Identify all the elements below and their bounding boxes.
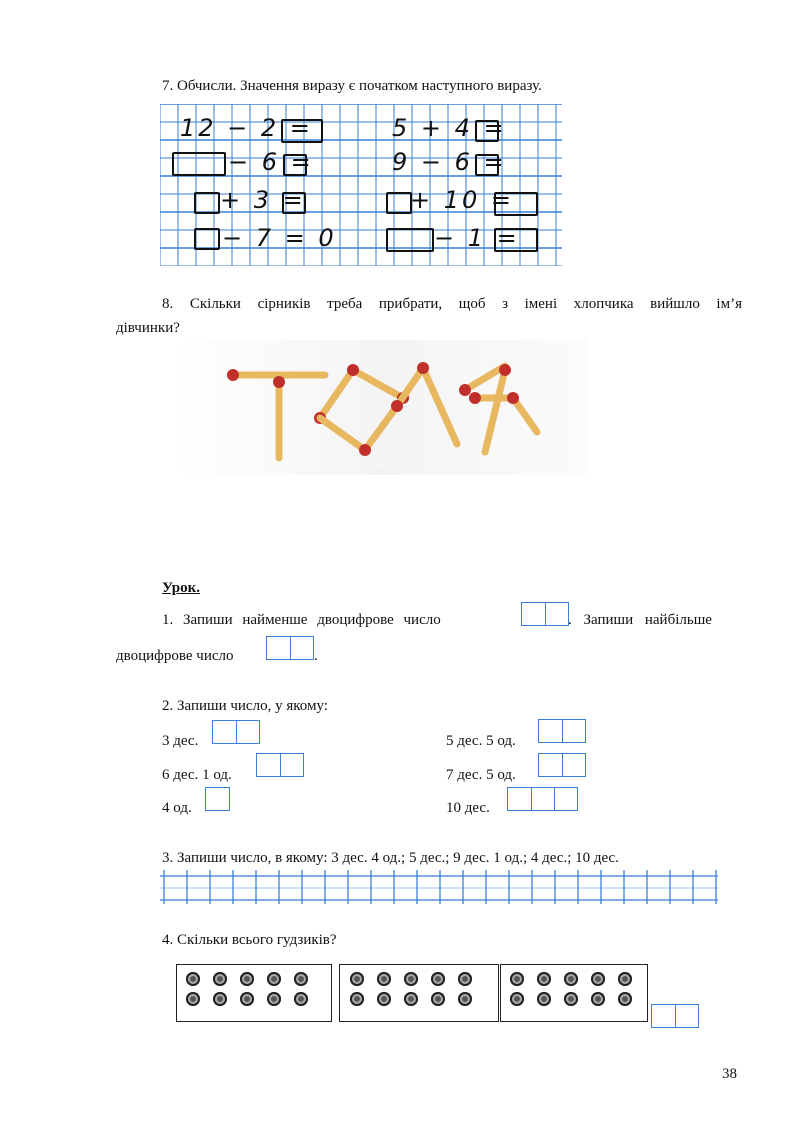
lesson-heading: Урок. — [162, 580, 201, 596]
button-icon — [350, 972, 364, 986]
button-icon — [186, 972, 200, 986]
button-icon — [377, 992, 391, 1006]
button-icon — [350, 992, 364, 1006]
button-icon — [618, 972, 632, 986]
task2-item-left-2: 6 дес. 1 од. — [162, 767, 232, 783]
button-icon — [618, 992, 632, 1006]
answer-boxes-3[interactable] — [507, 787, 578, 811]
button-icon — [267, 992, 281, 1006]
task7-right-expr-3: + 10 = — [410, 186, 515, 214]
task2-item-right-1: 5 дес. 5 од. — [446, 733, 516, 749]
button-icon — [404, 972, 418, 986]
task3-title: 3. Запиши число, в якому: 3 дес. 4 од.; 5 дес.; 9 дес. 1 од.; 4 дес.; 10 дес. — [162, 850, 619, 866]
match-head — [469, 392, 481, 404]
button-icon — [294, 992, 308, 1006]
button-icon — [186, 992, 200, 1006]
button-icon — [591, 972, 605, 986]
task2-item-right-2: 7 дес. 5 од. — [446, 767, 516, 783]
answer-boxes-1[interactable] — [205, 787, 230, 811]
task7-answer-box[interactable] — [386, 192, 412, 214]
button-icon — [564, 992, 578, 1006]
answer-boxes-2[interactable] — [538, 719, 586, 743]
button-icon — [537, 972, 551, 986]
answer-boxes-2[interactable] — [651, 1004, 699, 1028]
match-head — [227, 369, 239, 381]
task7-answer-box[interactable] — [281, 119, 323, 143]
button-icon — [213, 972, 227, 986]
task8-title-line2: дівчинки? — [116, 320, 180, 336]
task7-answer-box[interactable] — [172, 152, 226, 176]
task7-right-expr-4: − 1 = — [434, 224, 520, 252]
answer-boxes-2[interactable] — [212, 720, 260, 744]
photo-background — [175, 340, 587, 475]
answer-boxes-2[interactable] — [521, 602, 569, 626]
button-icon — [267, 972, 281, 986]
button-panel-1 — [176, 964, 332, 1022]
match-word-label: ТОЛЯ — [375, 464, 387, 469]
task1-line2-a: двоцифрове число — [116, 648, 234, 664]
button-icon — [458, 972, 472, 986]
match-head — [417, 362, 429, 374]
task7-title: 7. Обчисли. Значення виразу є початком наступного виразу. — [162, 78, 542, 94]
task7-right-expr-1: 5 + 4 = — [392, 114, 507, 142]
button-icon — [240, 992, 254, 1006]
match-head — [391, 400, 403, 412]
task1-line1-b: . Запиши найбільше — [568, 612, 712, 628]
button-icon — [431, 972, 445, 986]
task7-left-expr-1: 12 − 2 = — [180, 114, 313, 142]
task1-line2-b: . — [314, 648, 318, 664]
task7-answer-box[interactable] — [283, 154, 307, 176]
button-icon — [431, 992, 445, 1006]
page-number: 38 — [722, 1066, 737, 1082]
task7-answer-box[interactable] — [475, 154, 499, 176]
task3-writing-strip[interactable] — [160, 870, 720, 904]
button-icon — [240, 972, 254, 986]
match-head — [459, 384, 471, 396]
button-icon — [510, 972, 524, 986]
match-head — [359, 444, 371, 456]
task2-item-left-1: 3 дес. — [162, 733, 199, 749]
match-head — [499, 364, 511, 376]
match-head — [347, 364, 359, 376]
match-head — [507, 392, 519, 404]
answer-boxes-2[interactable] — [256, 753, 304, 777]
button-icon — [404, 992, 418, 1006]
task7-answer-box[interactable] — [386, 228, 434, 252]
task7-answer-box[interactable] — [475, 120, 499, 142]
button-icon — [377, 972, 391, 986]
answer-boxes-2[interactable] — [266, 636, 314, 660]
button-panel-2 — [339, 964, 499, 1022]
button-icon — [294, 972, 308, 986]
task7-answer-box[interactable] — [282, 192, 306, 214]
task1-line1-a: 1. Запиши найменше двоцифрове число — [162, 612, 441, 628]
button-icon — [458, 992, 472, 1006]
task7-answer-box[interactable] — [494, 192, 538, 216]
task7-answer-box[interactable] — [194, 192, 220, 214]
task7-left-expr-4: − 7 = 0 — [222, 224, 337, 252]
button-icon — [537, 992, 551, 1006]
task2-title: 2. Запиши число, у якому: — [162, 698, 328, 714]
task7-right-expr-2: 9 − 6 = — [392, 148, 507, 176]
matchstick-figure — [175, 340, 587, 475]
button-icon — [213, 992, 227, 1006]
button-icon — [510, 992, 524, 1006]
match-head — [273, 376, 285, 388]
task2-item-left-3: 4 од. — [162, 800, 192, 816]
task8-title-line1: 8. Скільки сірників треба прибрати, щоб з імені хлопчика вийшло ім’я — [162, 296, 742, 312]
task2-item-right-3: 10 дес. — [446, 800, 490, 816]
answer-boxes-2[interactable] — [538, 753, 586, 777]
task7-answer-box[interactable] — [194, 228, 220, 250]
task4-title: 4. Скільки всього гудзиків? — [162, 932, 337, 948]
task7-answer-box[interactable] — [494, 228, 538, 252]
button-icon — [564, 972, 578, 986]
button-icon — [591, 992, 605, 1006]
task7-left-expr-2: − 6 = — [228, 148, 314, 176]
task7-left-expr-3: + 3 = — [220, 186, 306, 214]
